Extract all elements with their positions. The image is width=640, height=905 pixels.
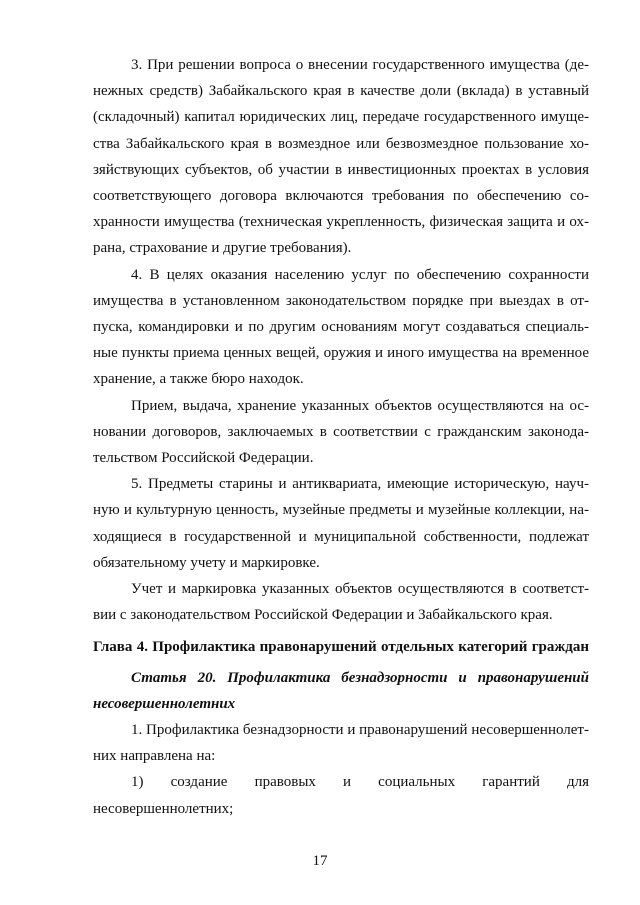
page-number: 17 — [312, 853, 328, 869]
paragraph-3: 3. При решении вопроса о внесении государственного имущества (денежных средств) Забайкальского края в качестве доли (вклада) в уставный (складочный) капитал юридических лиц, передаче государственного имущества Забайкальского края в возмездное или безвозмездное пользование хозяйствующих субъектов, об участии в инвестиционных проектах в условия соответствующего договора включаются требования по обеспечению сохранности имущества (техническая укрепленность, физическая защита и охрана, страхование и другие требования). — [93, 57, 589, 257]
article-paragraph-1-item-1: 1) создание правовых и социальных гарантий для несовершеннолетних; — [93, 774, 589, 817]
document-page — [93, 52, 589, 822]
chapter-title: Глава 4. Профилактика правонарушений отдельных категорий граждан — [93, 639, 589, 656]
article-title: Статья 20. Профилактика безнадзорности и правонарушений несовершеннолетних — [93, 669, 589, 712]
paragraph-5-continuation: Учет и маркировка указанных объектов осуществляются в соответствии с законодательством Российской Федерации и Забайкальского края. — [93, 581, 589, 624]
paragraph-4: 4. В целях оказания населению услуг по обеспечению сохранности имущества в установленном законодательством порядке при выездах в отпуска, командировки и по другим основаниям могут создаваться специальные пункты приема ценных вещей, оружия и иного имущества на временное хранение, а также бюро находок. — [93, 266, 589, 388]
paragraph-5: 5. Предметы старины и антиквариата, имеющие историческую, научную и культурную ценность, музейные предметы и музейные коллекции, находящиеся в государственной и муниципальной собственности, подлежат обязательному учету и маркировке. — [93, 476, 589, 571]
article-paragraph-1: 1. Профилактика безнадзорности и правонарушений несовершеннолетних направлена на: — [93, 722, 589, 765]
paragraph-4-continuation: Прием, выдача, хранение указанных объектов осуществляются на основании договоров, заключаемых в соответствии с гражданским законодательством Российской Федерации. — [93, 397, 589, 467]
